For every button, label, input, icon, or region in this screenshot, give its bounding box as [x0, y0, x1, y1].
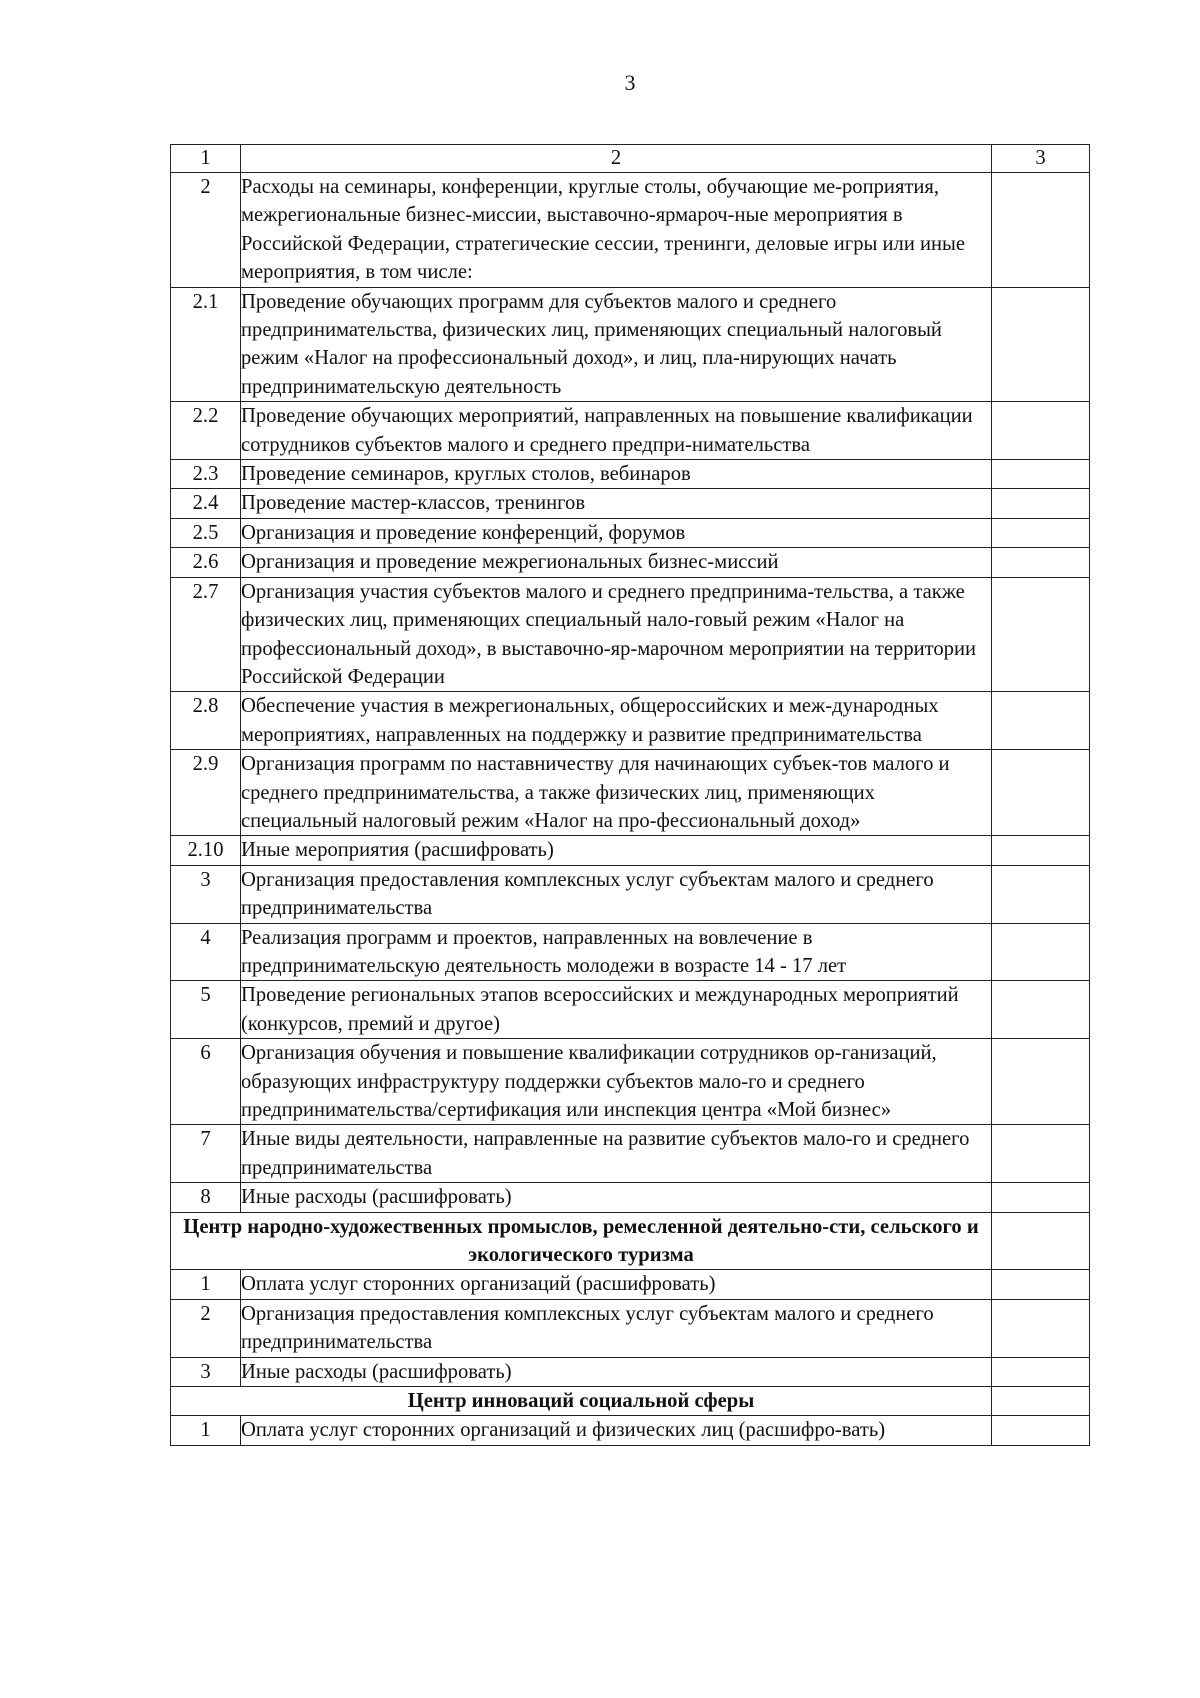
row-value	[992, 287, 1090, 402]
row-description: Иные расходы (расшифровать)	[241, 1183, 992, 1212]
row-description: Оплата услуг сторонних организаций и физических лиц (расшифро-вать)	[241, 1416, 992, 1445]
row-number: 2.7	[171, 577, 241, 692]
expense-table	[170, 144, 1090, 1446]
row-description: Обеспечение участия в межрегиональных, общероссийских и меж-дународных мероприятиях, направленных на поддержку и развитие предпринимательства	[241, 692, 992, 750]
row-number: 2.1	[171, 287, 241, 402]
row-value	[992, 1299, 1090, 1357]
table-row	[171, 460, 1090, 489]
row-value	[992, 548, 1090, 577]
row-number: 1	[171, 1270, 241, 1299]
table-row	[171, 923, 1090, 981]
table-row	[171, 836, 1090, 865]
section-title: Центр народно-художественных промыслов, ремесленной деятельно-сти, сельского и экологического туризма	[171, 1212, 992, 1270]
table-row	[171, 1270, 1090, 1299]
row-value	[992, 750, 1090, 836]
header-cell-3: 3	[992, 145, 1090, 173]
row-description: Организация обучения и повышение квалификации сотрудников ор-ганизаций, образующих инфраструктуру поддержки субъектов мало-го и среднего предпринимательства/сертификация или инспекция центра «Мой бизнес»	[241, 1039, 992, 1125]
row-value	[992, 1357, 1090, 1386]
row-value	[992, 1212, 1090, 1270]
table-row	[171, 548, 1090, 577]
table-row	[171, 981, 1090, 1039]
table-row	[171, 1125, 1090, 1183]
row-description: Организация предоставления комплексных услуг субъектам малого и среднего предпринимательства	[241, 865, 992, 923]
row-description: Иные расходы (расшифровать)	[241, 1357, 992, 1386]
row-value	[992, 1416, 1090, 1445]
row-description: Проведение семинаров, круглых столов, вебинаров	[241, 460, 992, 489]
row-number: 2.3	[171, 460, 241, 489]
table-row	[171, 489, 1090, 518]
row-description: Организация предоставления комплексных услуг субъектам малого и среднего предпринимательства	[241, 1299, 992, 1357]
table-row	[171, 1299, 1090, 1357]
row-description: Проведение мастер-классов, тренингов	[241, 489, 992, 518]
table-row	[171, 1357, 1090, 1386]
table-row	[171, 1039, 1090, 1125]
section-title: Центр инноваций социальной сферы	[171, 1387, 992, 1416]
table-row	[171, 287, 1090, 402]
table-row	[171, 865, 1090, 923]
row-number: 3	[171, 865, 241, 923]
row-number: 8	[171, 1183, 241, 1212]
row-number: 2.8	[171, 692, 241, 750]
row-number: 7	[171, 1125, 241, 1183]
row-number: 2	[171, 1299, 241, 1357]
table-row	[171, 402, 1090, 460]
row-number: 2.5	[171, 518, 241, 547]
row-number: 2.2	[171, 402, 241, 460]
row-description: Организация и проведение межрегиональных бизнес-миссий	[241, 548, 992, 577]
table-row	[171, 518, 1090, 547]
row-description: Проведение региональных этапов всероссийских и международных мероприятий (конкурсов, премий и другое)	[241, 981, 992, 1039]
row-description: Оплата услуг сторонних организаций (расшифровать)	[241, 1270, 992, 1299]
row-value	[992, 518, 1090, 547]
row-value	[992, 836, 1090, 865]
table-row	[171, 750, 1090, 836]
row-number: 4	[171, 923, 241, 981]
page-number: 3	[624, 70, 636, 95]
table-row	[171, 692, 1090, 750]
row-value	[992, 1125, 1090, 1183]
row-value	[992, 489, 1090, 518]
row-number: 2.10	[171, 836, 241, 865]
table-row	[171, 1416, 1090, 1445]
row-number: 2.4	[171, 489, 241, 518]
section-row	[171, 1387, 1090, 1416]
row-value	[992, 1183, 1090, 1212]
row-description: Проведение обучающих мероприятий, направленных на повышение квалификации сотрудников субъектов малого и среднего предпри-нимательства	[241, 402, 992, 460]
row-value	[992, 1270, 1090, 1299]
row-number: 3	[171, 1357, 241, 1386]
row-description: Иные мероприятия (расшифровать)	[241, 836, 992, 865]
row-value	[992, 1039, 1090, 1125]
row-value	[992, 577, 1090, 692]
row-value	[992, 865, 1090, 923]
row-description: Реализация программ и проектов, направленных на вовлечение в предпринимательскую деятельность молодежи в возрасте 14 - 17 лет	[241, 923, 992, 981]
header-cell-1: 1	[171, 145, 241, 173]
table-header-row	[171, 145, 1090, 173]
header-cell-2: 2	[241, 145, 992, 173]
row-value	[992, 460, 1090, 489]
row-number: 2.6	[171, 548, 241, 577]
row-description: Расходы на семинары, конференции, круглые столы, обучающие ме-роприятия, межрегиональные бизнес-миссии, выставочно-ярмароч-ные мероприятия в Российской Федерации, стратегические сессии, тренинги, деловые игры или иные мероприятия, в том числе:	[241, 173, 992, 288]
row-number: 5	[171, 981, 241, 1039]
row-number: 2	[171, 173, 241, 288]
row-value	[992, 1387, 1090, 1416]
row-number: 1	[171, 1416, 241, 1445]
row-description: Проведение обучающих программ для субъектов малого и среднего предпринимательства, физических лиц, применяющих специальный налоговый режим «Налог на профессиональный доход», и лиц, пла-нирующих начать предпринимательскую деятельность	[241, 287, 992, 402]
row-value	[992, 692, 1090, 750]
table-row	[171, 577, 1090, 692]
table-body	[171, 145, 1090, 1446]
table-row	[171, 173, 1090, 288]
row-description: Иные виды деятельности, направленные на развитие субъектов мало-го и среднего предпринимательства	[241, 1125, 992, 1183]
row-number: 6	[171, 1039, 241, 1125]
row-description: Организация участия субъектов малого и среднего предпринима-тельства, а также физических лиц, применяющих специальный нало-говый режим «Налог на профессиональный доход», в выставочно-яр-марочном мероприятии на территории Российской Федерации	[241, 577, 992, 692]
row-value	[992, 173, 1090, 288]
row-value	[992, 981, 1090, 1039]
table-row	[171, 1183, 1090, 1212]
row-value	[992, 923, 1090, 981]
row-description: Организация программ по наставничеству для начинающих субъек-тов малого и среднего предпринимательства, а также физических лиц, применяющих специальный налоговый режим «Налог на про-фессиональный доход»	[241, 750, 992, 836]
row-description: Организация и проведение конференций, форумов	[241, 518, 992, 547]
row-value	[992, 402, 1090, 460]
section-row	[171, 1212, 1090, 1270]
row-number: 2.9	[171, 750, 241, 836]
